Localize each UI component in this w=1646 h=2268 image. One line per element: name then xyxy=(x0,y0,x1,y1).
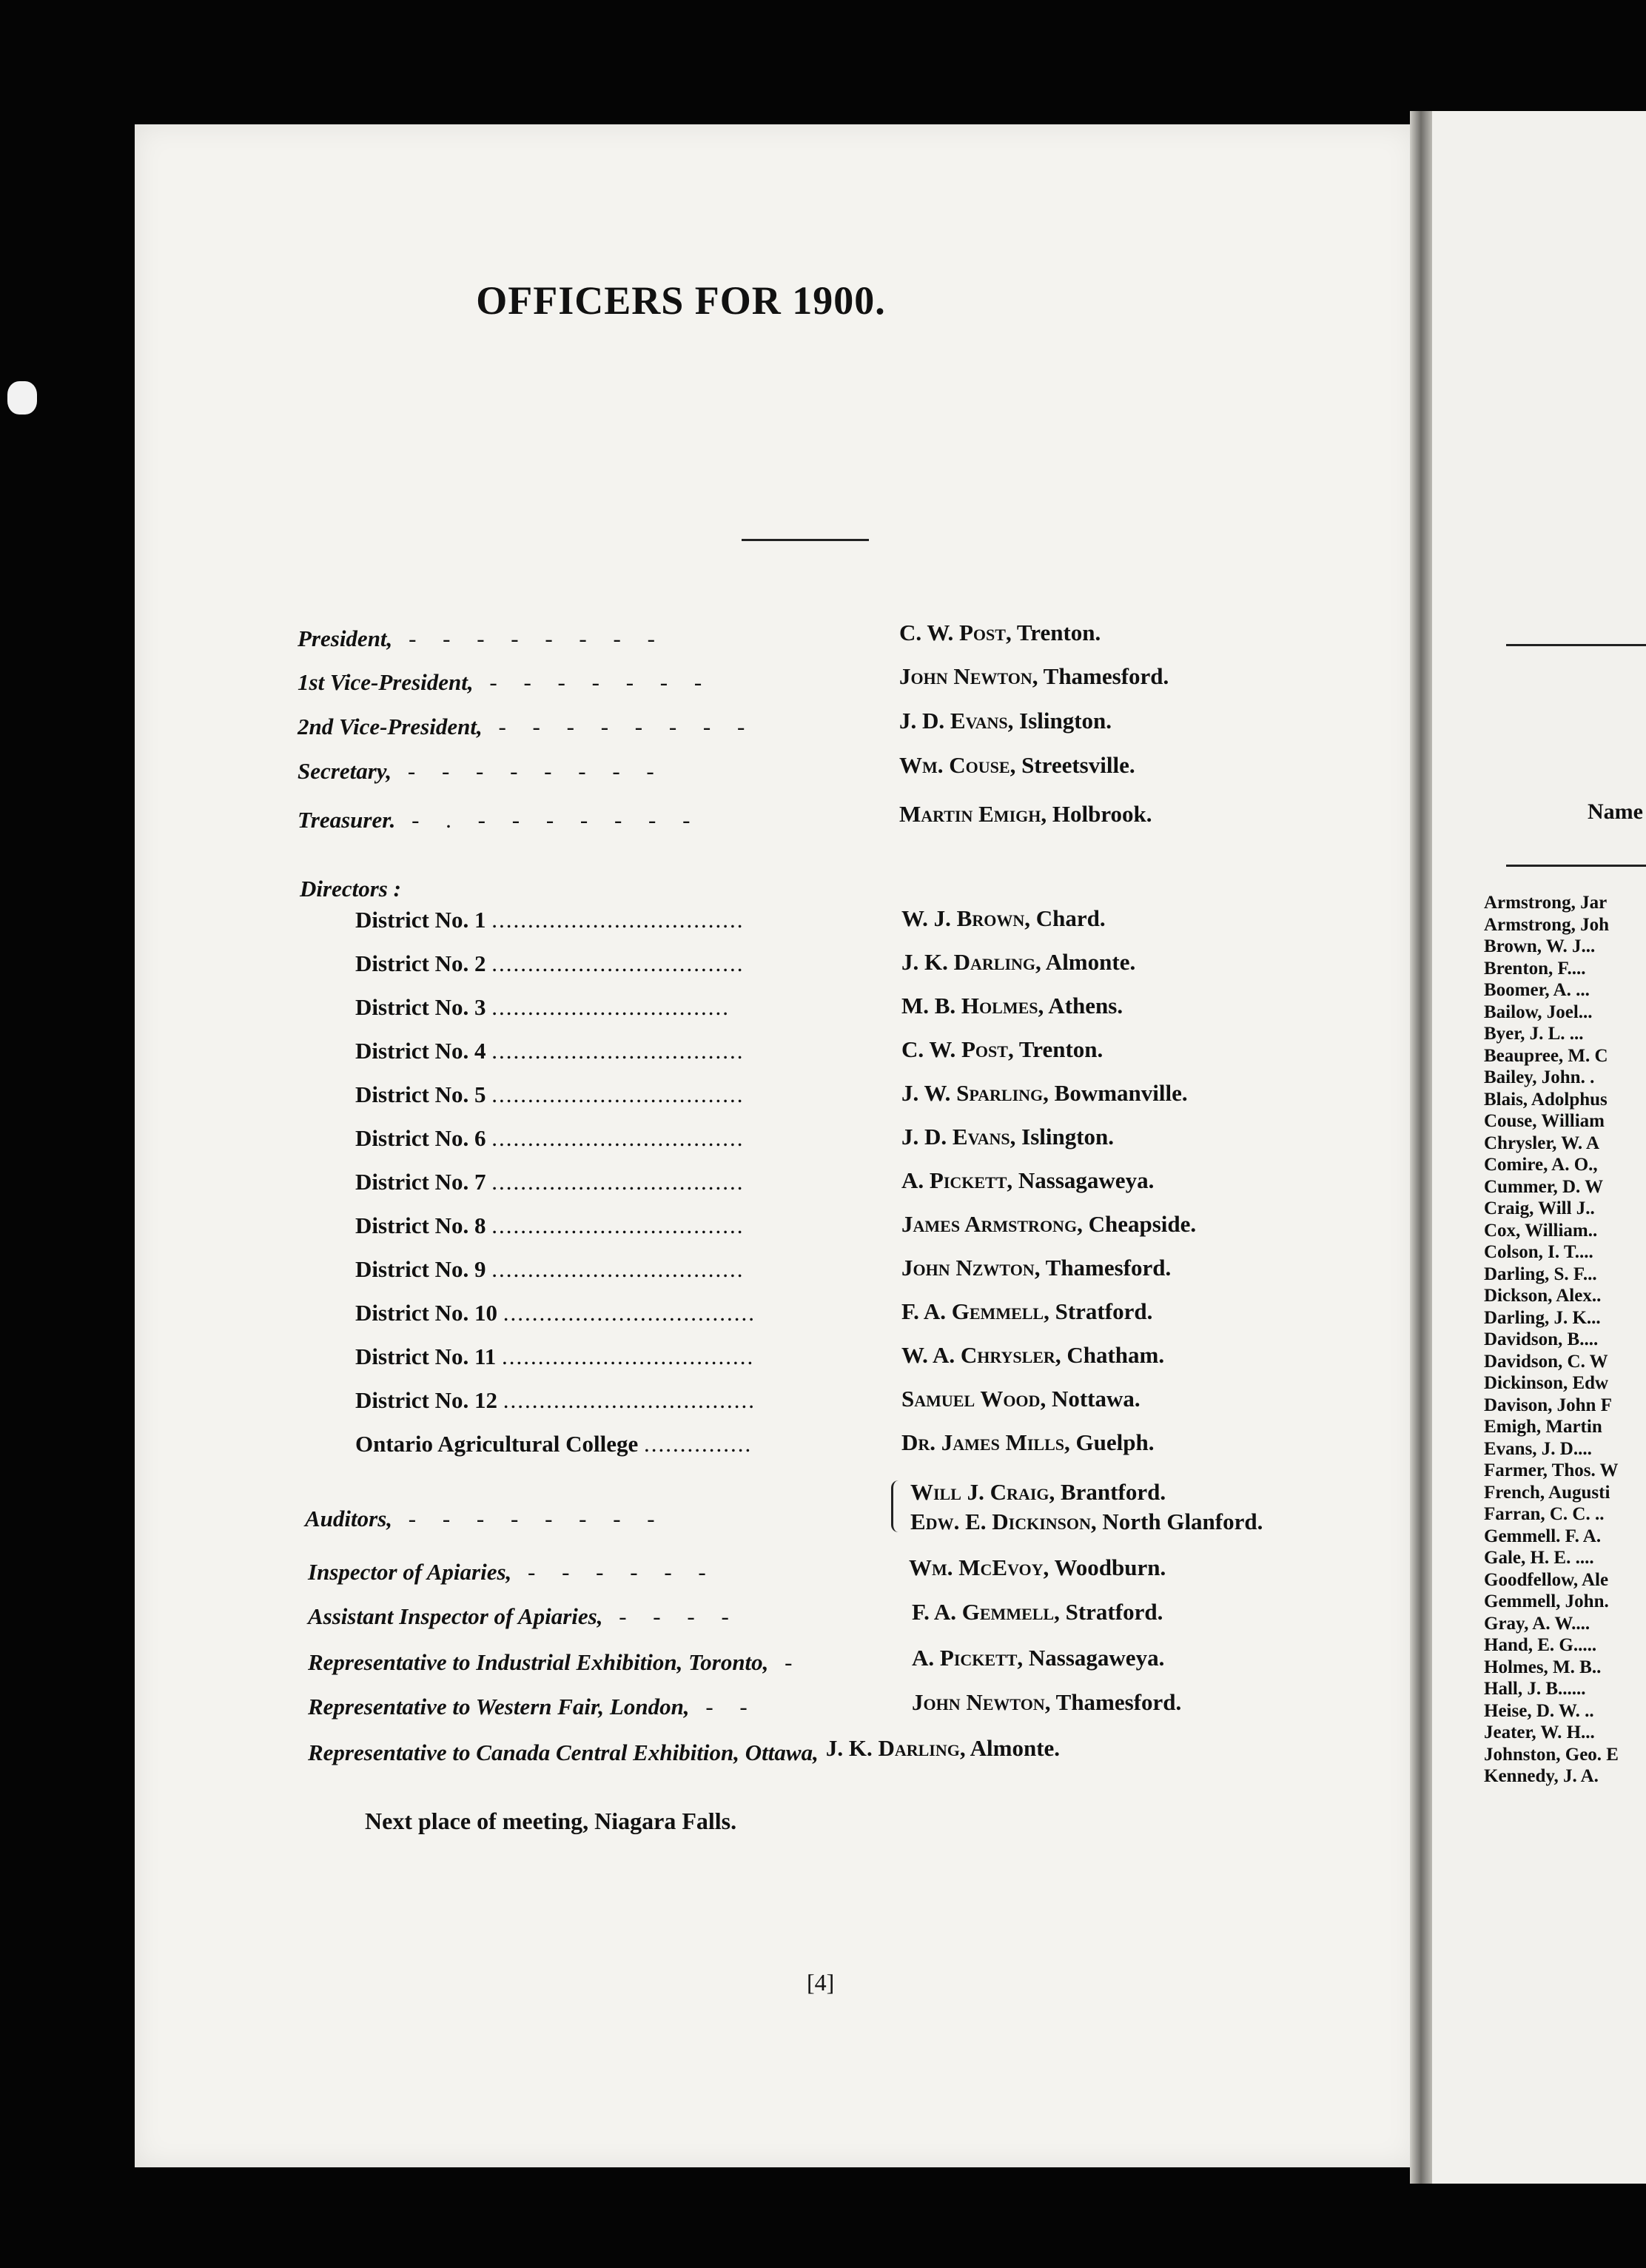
director-name xyxy=(901,1036,1103,1063)
officer-name xyxy=(899,620,1101,646)
district-label: District No. 1 xyxy=(355,907,492,933)
officer-name xyxy=(899,801,1152,828)
dot-leader: ................................... xyxy=(491,1038,745,1064)
officer-name-place: , Almonte. xyxy=(959,1735,1061,1761)
dot-leader: ................................... xyxy=(503,1387,756,1413)
right-page-list-item: French, Augusti xyxy=(1484,1482,1610,1503)
right-page-list-item: Armstrong, Jar xyxy=(1484,893,1608,913)
right-page-list-item: Hall, J. B...... xyxy=(1484,1679,1586,1699)
director-name xyxy=(901,905,1106,932)
auditors-row xyxy=(305,1506,665,1532)
district-label: District No. 6 xyxy=(355,1125,492,1151)
leader-dashes: - - xyxy=(689,1694,758,1720)
director-name xyxy=(901,949,1135,976)
right-page-list-item: Byer, J. L. ... xyxy=(1484,1024,1584,1044)
auditor-name xyxy=(910,1509,1263,1535)
officer-name-name: C. W. Post xyxy=(899,620,1006,645)
right-page-list-item: Emigh, Martin xyxy=(1484,1417,1602,1437)
director-row xyxy=(355,1081,744,1108)
director-row xyxy=(355,1300,756,1326)
officer-row xyxy=(298,807,700,833)
right-page-list-item: Colson, I. T.... xyxy=(1484,1242,1593,1262)
right-page-list-item: Farran, C. C. .. xyxy=(1484,1504,1605,1524)
director-row xyxy=(355,950,744,977)
officer-role: Inspector of Apiaries, xyxy=(308,1559,512,1585)
right-page-list-item: Holmes, M. B.. xyxy=(1484,1657,1602,1677)
dot-leader: ................................... xyxy=(491,1169,745,1195)
director-name-name: W. J. Brown xyxy=(901,905,1025,931)
leader-dashes: - - - - - - - - xyxy=(392,758,665,784)
right-page xyxy=(1432,111,1646,2184)
officer-name-name: J. K. Darling xyxy=(825,1735,960,1761)
leader-dashes: - - - - - - - xyxy=(473,669,713,695)
officer-name xyxy=(912,1645,1164,1671)
director-name-place: , Chatham. xyxy=(1055,1342,1165,1368)
officer-name xyxy=(826,1735,1060,1762)
director-name xyxy=(901,1342,1164,1369)
director-name-place: , Guelph. xyxy=(1064,1429,1155,1455)
officer-name-place: , Nassagaweya. xyxy=(1017,1645,1165,1671)
right-page-list-item: Farmer, Thos. W xyxy=(1484,1460,1619,1480)
director-name xyxy=(901,993,1123,1019)
officer-row xyxy=(298,758,665,785)
director-row xyxy=(355,1125,744,1152)
right-page-list-item: Brown, W. J... xyxy=(1484,936,1596,956)
right-page-list-item: Dickson, Alex.. xyxy=(1484,1286,1602,1306)
book-gutter xyxy=(1410,111,1432,2184)
dot-leader: ................................... xyxy=(491,950,745,976)
officer-name-name: Wm. Couse xyxy=(899,752,1010,778)
officer-name xyxy=(912,1599,1163,1625)
dot-leader: ................................... xyxy=(491,1081,745,1107)
director-name-name: James Armstrong xyxy=(901,1211,1078,1237)
right-page-list-item: Hand, E. G..... xyxy=(1484,1635,1597,1655)
director-name-name: A. Pickett xyxy=(901,1167,1007,1193)
right-page-header-rule xyxy=(1506,865,1646,867)
auditor-name-place: , Brantford. xyxy=(1049,1479,1166,1505)
leader-dashes: - - - - - - - - xyxy=(392,625,665,651)
officer-role: President, xyxy=(298,625,393,651)
dot-leader: ............... xyxy=(644,1431,753,1457)
directors-heading: Directors : xyxy=(300,876,401,902)
director-name xyxy=(901,1211,1196,1238)
page-title: OFFICERS FOR 1900. xyxy=(476,278,886,323)
right-page-list-item: Darling, J. K... xyxy=(1484,1307,1601,1328)
right-page-list-item: Darling, S. F... xyxy=(1484,1264,1597,1284)
officer-row xyxy=(298,625,665,652)
director-name xyxy=(901,1080,1188,1107)
district-label: District No. 5 xyxy=(355,1081,492,1107)
officer-name-name: Wm. McEvoy xyxy=(909,1554,1044,1580)
right-page-list-item: Johnston, Geo. E xyxy=(1484,1744,1619,1765)
auditors-brace xyxy=(891,1480,904,1532)
dot-leader: ................................. xyxy=(491,994,730,1020)
district-label: District No. 8 xyxy=(355,1212,492,1238)
officer-row xyxy=(308,1603,739,1630)
director-name-place: , Nassagaweya. xyxy=(1007,1167,1155,1193)
right-page-list-item: Davidson, B.... xyxy=(1484,1329,1599,1349)
officer-role: Assistant Inspector of Apiaries, xyxy=(308,1603,603,1629)
right-page-list-item: Chrysler, W. A xyxy=(1484,1133,1600,1153)
auditors-role: Auditors, xyxy=(305,1506,393,1531)
district-label: District No. 7 xyxy=(355,1169,492,1195)
director-name xyxy=(901,1429,1154,1456)
officer-name-place: , Stratford. xyxy=(1054,1599,1163,1625)
right-page-list-item: Comire, A. O., xyxy=(1484,1155,1598,1175)
officer-row xyxy=(308,1649,803,1676)
officer-role: Secretary, xyxy=(298,758,392,784)
director-name-place: , Trenton. xyxy=(1007,1036,1104,1062)
director-row xyxy=(355,1343,754,1370)
director-name-name: John Nzwton xyxy=(901,1255,1035,1281)
auditor-name xyxy=(910,1479,1166,1506)
left-page xyxy=(135,124,1415,2167)
director-name-name: C. W. Post xyxy=(901,1036,1008,1062)
officer-name-place: , Streetsville. xyxy=(1010,752,1135,778)
director-row xyxy=(355,1256,744,1283)
director-name-place: , Cheapside. xyxy=(1077,1211,1197,1237)
officer-name xyxy=(899,752,1135,779)
director-name xyxy=(901,1255,1171,1281)
right-page-heading: Name xyxy=(1588,799,1643,824)
district-label: District No. 9 xyxy=(355,1256,492,1282)
officer-row xyxy=(308,1739,819,1766)
right-page-list-item: Davison, John F xyxy=(1484,1395,1612,1415)
director-name-place: , Stratford. xyxy=(1044,1298,1153,1324)
auditor-name-name: Edw. E. Dickinson xyxy=(910,1509,1091,1534)
director-row xyxy=(355,1169,744,1195)
dot-leader: ................................... xyxy=(491,1256,745,1282)
director-name-name: M. B. Holmes xyxy=(901,993,1038,1019)
dot-leader: ................................... xyxy=(491,1212,745,1238)
director-name-name: Samuel Wood xyxy=(901,1386,1041,1412)
right-page-list-item: Cummer, D. W xyxy=(1484,1176,1604,1197)
director-name-name: F. A. Gemmell xyxy=(901,1298,1044,1324)
leader-dashes: - - - - - - xyxy=(511,1559,716,1585)
right-page-list-item: Beaupree, M. C xyxy=(1484,1045,1608,1066)
leader-dashes: - - - - - - - - xyxy=(392,1506,665,1531)
title-rule xyxy=(742,539,869,541)
district-label: District No. 10 xyxy=(355,1300,503,1326)
officer-name-name: John Newton xyxy=(912,1689,1045,1715)
right-page-list-item: Jeater, W. H... xyxy=(1484,1722,1595,1742)
director-name-place: , Islington. xyxy=(1010,1124,1115,1150)
officer-name-name: A. Pickett xyxy=(912,1645,1018,1671)
officer-name-name: Martin Emigh xyxy=(899,801,1041,827)
next-meeting: Next place of meeting, Niagara Falls. xyxy=(365,1808,737,1834)
officer-row xyxy=(298,669,712,696)
director-name xyxy=(901,1167,1154,1194)
director-name-place: , Chard. xyxy=(1024,905,1106,931)
director-row xyxy=(355,1431,752,1457)
officer-name-name: J. D. Evans xyxy=(899,708,1008,734)
right-page-list-item: Dickinson, Edw xyxy=(1484,1373,1609,1393)
director-name-name: J. D. Evans xyxy=(901,1124,1010,1150)
right-page-list-item: Couse, William xyxy=(1484,1111,1605,1131)
director-row xyxy=(355,1212,744,1239)
auditor-name-place: , North Glanford. xyxy=(1090,1509,1263,1534)
director-name-place: , Nottawa. xyxy=(1040,1386,1141,1412)
right-page-list-item: Evans, J. D.... xyxy=(1484,1438,1592,1459)
district-label: District No. 11 xyxy=(355,1343,503,1369)
district-label: District No. 3 xyxy=(355,994,492,1020)
right-page-list-item: Bailow, Joel... xyxy=(1484,1002,1593,1022)
officer-row xyxy=(308,1559,716,1586)
director-name xyxy=(901,1386,1141,1412)
scan-artifact xyxy=(7,381,37,415)
officer-name xyxy=(899,663,1169,690)
leader-dashes: - xyxy=(768,1649,803,1675)
dot-leader: ................................... xyxy=(502,1343,755,1369)
right-page-list-item: Bailey, John. . xyxy=(1484,1067,1595,1087)
director-name-name: J. W. Sparling xyxy=(901,1080,1044,1106)
director-name-name: J. K. Darling xyxy=(901,949,1036,975)
director-row xyxy=(355,1387,756,1414)
right-page-list-item: Boomer, A. ... xyxy=(1484,980,1590,1000)
officer-role: 2nd Vice-President, xyxy=(298,714,483,739)
right-page-list-item: Craig, Will J.. xyxy=(1484,1198,1595,1218)
officer-name xyxy=(909,1554,1166,1581)
dot-leader: ................................... xyxy=(491,1125,745,1151)
director-name-place: , Athens. xyxy=(1038,993,1123,1019)
leader-dashes: - - - - - - - - xyxy=(482,714,756,739)
officer-name-name: John Newton xyxy=(899,663,1032,689)
right-page-list-item: Brenton, F.... xyxy=(1484,958,1586,979)
director-row xyxy=(355,994,730,1021)
director-name-name: W. A. Chrysler xyxy=(901,1342,1055,1368)
page-number: [4] xyxy=(807,1969,835,1996)
right-page-list-item: Gemmell, John. xyxy=(1484,1591,1609,1611)
right-page-list-item: Cox, William.. xyxy=(1484,1220,1598,1241)
auditor-name-name: Will J. Craig xyxy=(910,1479,1049,1505)
officer-role: Treasurer. xyxy=(298,807,396,833)
right-page-list-item: Kennedy, J. A. xyxy=(1484,1766,1599,1786)
right-page-list-item: Davidson, C. W xyxy=(1484,1351,1608,1372)
officer-role: 1st Vice-President, xyxy=(298,669,474,695)
director-name-name: Dr. James Mills xyxy=(901,1429,1064,1455)
officer-name-name: F. A. Gemmell xyxy=(912,1599,1055,1625)
officer-row xyxy=(298,714,755,740)
director-row xyxy=(355,1038,744,1064)
director-name xyxy=(901,1124,1114,1150)
director-name-place: , Almonte. xyxy=(1035,949,1136,975)
right-page-list-item: Goodfellow, Ale xyxy=(1484,1569,1609,1590)
district-label: District No. 12 xyxy=(355,1387,503,1413)
leader-dashes: - - - - xyxy=(602,1603,739,1629)
dot-leader: ................................... xyxy=(503,1300,756,1326)
district-label: Ontario Agricultural College xyxy=(355,1431,645,1457)
dot-leader: ................................... xyxy=(491,907,745,933)
officer-name-place: , Woodburn. xyxy=(1043,1554,1166,1580)
director-name-place: , Bowmanville. xyxy=(1043,1080,1188,1106)
officer-name-place: , Thamesford. xyxy=(1032,663,1169,689)
right-page-top-rule xyxy=(1506,644,1646,646)
right-page-list-item: Blais, Adolphus xyxy=(1484,1089,1608,1110)
officer-name-place: , Thamesford. xyxy=(1044,1689,1182,1715)
district-label: District No. 2 xyxy=(355,950,492,976)
officer-name-place: , Trenton. xyxy=(1005,620,1101,645)
officer-role: Representative to Industrial Exhibition, Toronto, xyxy=(308,1649,769,1675)
officer-role: Representative to Canada Central Exhibition, Ottawa, xyxy=(308,1739,819,1765)
leader-dashes: - . - - - - - - - xyxy=(395,807,701,833)
district-label: District No. 4 xyxy=(355,1038,492,1064)
right-page-list-item: Heise, D. W. .. xyxy=(1484,1700,1594,1721)
director-row xyxy=(355,907,744,933)
right-page-list-item: Gray, A. W.... xyxy=(1484,1613,1590,1634)
director-name xyxy=(901,1298,1152,1325)
officer-name xyxy=(899,708,1112,734)
officer-name-place: , Holbrook. xyxy=(1041,801,1152,827)
officer-row xyxy=(308,1694,758,1720)
officer-name-place: , Islington. xyxy=(1007,708,1112,734)
director-name-place: , Thamesford. xyxy=(1034,1255,1172,1281)
officer-name xyxy=(912,1689,1181,1716)
right-page-list-item: Armstrong, Joh xyxy=(1484,914,1609,935)
right-page-list-item: Gemmell. F. A. xyxy=(1484,1526,1602,1546)
right-page-name-list xyxy=(1484,892,1619,1788)
officer-role: Representative to Western Fair, London, xyxy=(308,1694,690,1720)
right-page-list-item: Gale, H. E. .... xyxy=(1484,1548,1594,1568)
